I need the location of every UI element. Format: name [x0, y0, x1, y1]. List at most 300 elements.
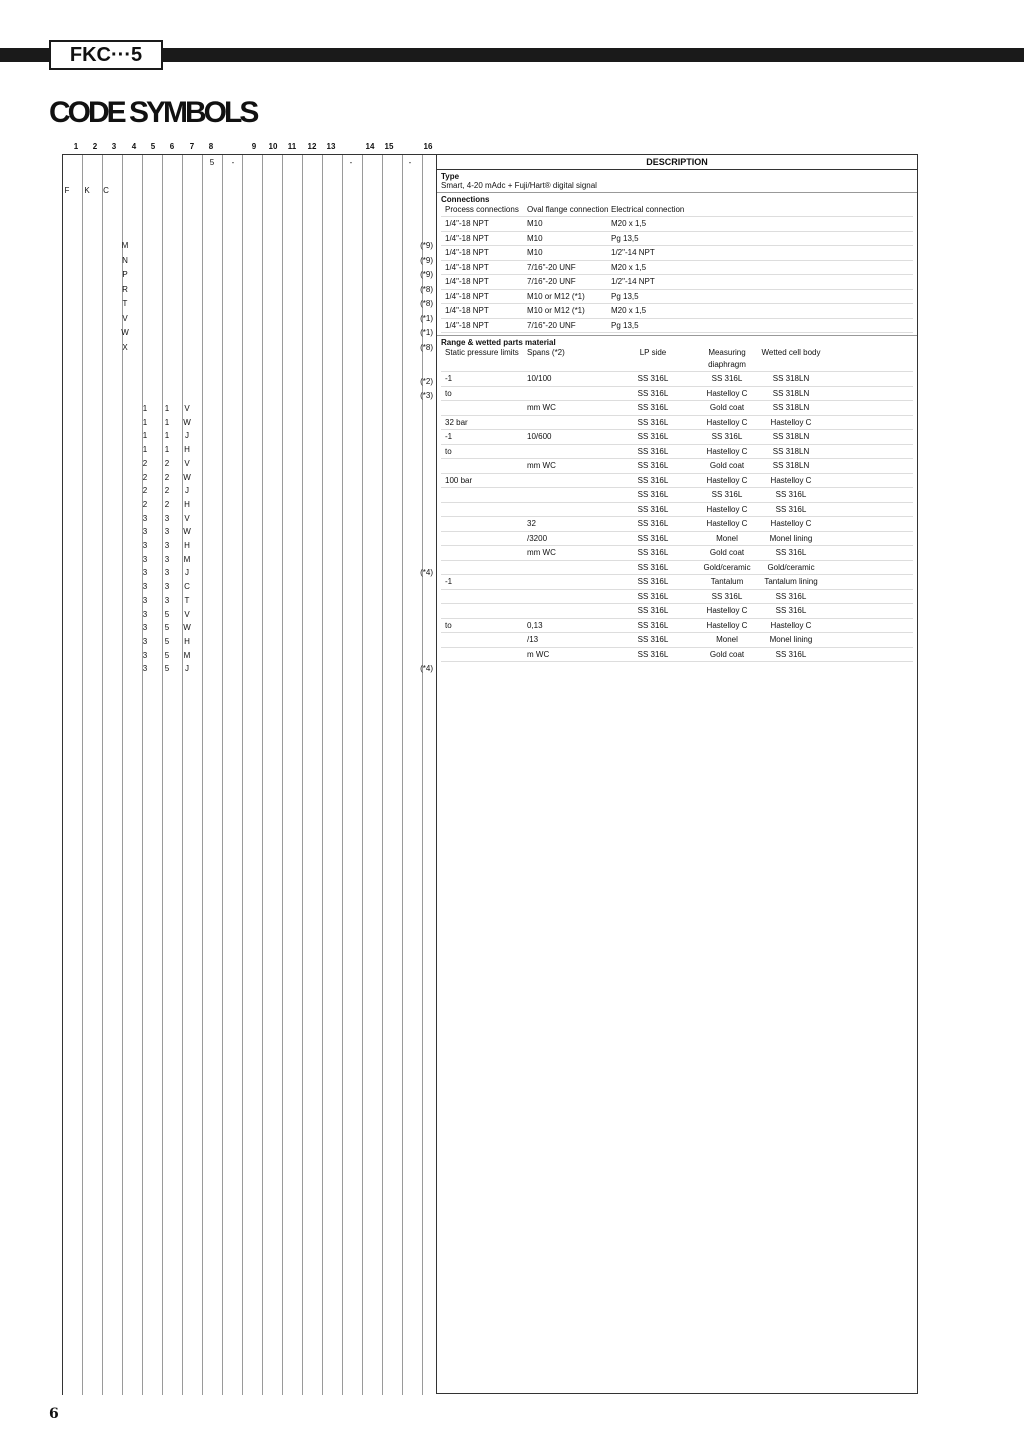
wetted-material: Hastelloy C — [770, 475, 812, 485]
static-pressure — [441, 604, 527, 618]
column-number: 10 — [268, 142, 278, 151]
code-cell: 1 — [142, 431, 148, 441]
span — [527, 474, 611, 488]
span: mm WC — [527, 548, 556, 557]
diaphragm-material: SS 316L — [711, 432, 743, 441]
range-row — [441, 430, 913, 445]
span — [527, 590, 611, 604]
process-connection: 1/4"-18 NPT — [445, 248, 489, 257]
wetted-material: SS 318LN — [772, 446, 810, 456]
column-number: 16 — [423, 142, 433, 151]
wetted-material: SS 316L — [775, 548, 807, 557]
code-row — [63, 254, 437, 268]
static-pressure — [441, 459, 527, 473]
code-cell: 3 — [164, 595, 170, 605]
electrical-connection: Pg 13,5 — [611, 291, 639, 301]
diaphragm-material: SS 316L — [711, 591, 743, 601]
code-row — [63, 389, 437, 403]
process-connection: 1/4"-18 NPT — [445, 306, 489, 315]
header-wetted: Wetted cell body — [761, 348, 821, 357]
wetted-material: SS 316L — [775, 504, 807, 514]
code-cell: W — [183, 417, 191, 427]
code-cell: T — [122, 299, 128, 308]
wetted-material: Monel lining — [769, 635, 813, 644]
diaphragm-material: Hastelloy C — [706, 446, 748, 456]
description-column — [436, 154, 918, 1394]
process-connection: 1/4"-18 NPT — [445, 291, 489, 301]
column-number-row — [62, 142, 918, 154]
column-number: 15 — [384, 142, 394, 151]
diaphragm-material: Hastelloy C — [706, 504, 748, 514]
code-row — [63, 429, 437, 443]
span: /3200 — [527, 533, 548, 543]
code-cell: R — [122, 284, 128, 294]
connections-label: Connections — [441, 195, 490, 204]
range-row — [441, 575, 913, 590]
diaphragm-material: Tantalum — [710, 577, 744, 586]
connection-row — [441, 232, 913, 247]
process-connection: 1/4"-18 NPT — [445, 320, 489, 330]
code-row — [63, 525, 437, 539]
wetted-material: Hastelloy C — [770, 417, 812, 427]
lp-side-material: SS 316L — [637, 548, 669, 557]
lp-side-material: SS 316L — [637, 403, 669, 412]
static-pressure — [441, 517, 527, 531]
type-label: Type — [441, 172, 460, 181]
wetted-material: Tantalum lining — [764, 577, 818, 586]
range-row — [441, 372, 913, 387]
code-cell: 3 — [164, 513, 170, 523]
column-number: 8 — [208, 142, 214, 151]
static-pressure — [441, 561, 527, 575]
wetted-material: Gold/ceramic — [767, 562, 815, 572]
lp-side-material: SS 316L — [637, 446, 669, 456]
code-row — [63, 443, 437, 457]
connection-row — [441, 275, 913, 290]
code-cell: 1 — [164, 417, 170, 427]
code-cell: P — [122, 270, 128, 279]
static-pressure: 32 bar — [445, 417, 468, 427]
code-cell: J — [185, 431, 189, 441]
lp-side-material: SS 316L — [637, 533, 669, 543]
range-header-row — [441, 347, 913, 372]
diaphragm-material: Hastelloy C — [706, 519, 748, 528]
footnote-ref: (*1) — [420, 313, 433, 323]
oval-flange: 7/16"-20 UNF — [527, 277, 576, 286]
code-cell: 5 — [164, 664, 170, 674]
code-cell: 3 — [142, 609, 148, 619]
span — [527, 416, 611, 430]
column-number: 12 — [307, 142, 317, 151]
code-grid — [62, 154, 437, 1395]
static-pressure: -1 — [445, 432, 453, 441]
code-row — [63, 184, 437, 198]
electrical-connection: M20 x 1,5 — [611, 262, 647, 272]
range-row — [441, 488, 913, 503]
code-cell: 3 — [142, 568, 148, 578]
code-cell: T — [184, 595, 190, 605]
range-row — [441, 619, 913, 634]
range-rows — [441, 372, 913, 662]
code-row — [63, 402, 437, 416]
connection-row — [441, 319, 913, 334]
lp-side-material: SS 316L — [637, 591, 669, 601]
static-pressure: -1 — [445, 374, 453, 383]
code-cell: N — [122, 255, 128, 265]
column-number: 6 — [169, 142, 175, 151]
code-row — [63, 268, 437, 282]
footnote-ref: (*3) — [420, 391, 433, 400]
column-number: 4 — [131, 142, 137, 151]
code-row — [63, 416, 437, 430]
code-row — [63, 566, 437, 580]
column-number: 2 — [92, 142, 98, 151]
lp-side-material: SS 316L — [637, 504, 669, 514]
code-cell: 3 — [164, 582, 170, 592]
column-number: 13 — [326, 142, 336, 151]
diaphragm-material: Gold coat — [709, 649, 745, 659]
diaphragm-material: Gold coat — [709, 548, 745, 557]
column-number: 11 — [287, 142, 297, 151]
type-section — [437, 170, 917, 193]
electrical-connection: 1/2"-14 NPT — [611, 277, 655, 286]
code-cell: H — [184, 445, 190, 455]
code-cell: 1 — [142, 417, 148, 427]
code-cell: 3 — [164, 527, 170, 537]
process-connection: 1/4"-18 NPT — [445, 277, 489, 286]
code-cell: 5 — [164, 623, 170, 633]
wetted-material: Hastelloy C — [770, 519, 812, 528]
lp-side-material: SS 316L — [637, 388, 669, 398]
oval-flange: 7/16"-20 UNF — [527, 262, 576, 272]
span — [527, 561, 611, 575]
wetted-material: SS 318LN — [772, 388, 810, 398]
code-row — [63, 498, 437, 512]
code-cell: M — [121, 241, 129, 250]
code-row — [63, 297, 437, 311]
range-row — [441, 474, 913, 489]
code-cell: H — [184, 636, 190, 646]
wetted-material: SS 318LN — [772, 374, 810, 383]
code-cell: V — [184, 458, 190, 468]
code-cell: - — [231, 158, 235, 167]
lp-side-material: SS 316L — [637, 519, 669, 528]
code-row — [63, 484, 437, 498]
code-cell: 2 — [142, 458, 148, 468]
description-heading: DESCRIPTION — [437, 155, 917, 170]
electrical-connection: M20 x 1,5 — [611, 219, 647, 228]
code-cell: J — [185, 568, 189, 578]
header-static: Static pressure limits — [445, 348, 519, 357]
code-cell: V — [122, 313, 128, 323]
span — [527, 488, 611, 502]
lp-side-material: SS 316L — [637, 374, 669, 383]
range-row — [441, 532, 913, 547]
code-cell: 3 — [142, 650, 148, 660]
code-cell: M — [183, 650, 191, 660]
process-connection: 1/4"-18 NPT — [445, 219, 489, 228]
diaphragm-material: Hastelloy C — [706, 475, 748, 485]
diaphragm-material: Hastelloy C — [706, 620, 748, 630]
span: /13 — [527, 635, 539, 644]
lp-side-material: SS 316L — [637, 562, 669, 572]
range-row — [441, 648, 913, 663]
oval-flange: M10 or M12 (*1) — [527, 291, 585, 301]
code-cell: 1 — [164, 404, 170, 413]
column-number: 14 — [365, 142, 375, 151]
span: mm WC — [527, 403, 556, 412]
code-cell: - — [349, 158, 353, 167]
span — [527, 503, 611, 517]
code-cell: 3 — [142, 554, 148, 564]
code-cell: 3 — [164, 568, 170, 578]
code-row — [63, 635, 437, 649]
static-pressure: to — [445, 620, 452, 630]
code-row — [63, 594, 437, 608]
code-cell: 1 — [142, 445, 148, 455]
connections-section — [437, 193, 917, 336]
span — [527, 387, 611, 401]
static-pressure — [441, 503, 527, 517]
code-row — [63, 621, 437, 635]
electrical-connection: Pg 13,5 — [611, 320, 639, 330]
connection-row — [441, 261, 913, 276]
code-cell: 3 — [142, 623, 148, 633]
wetted-material: SS 316L — [775, 649, 807, 659]
range-row — [441, 590, 913, 605]
code-row — [63, 512, 437, 526]
code-cell: 3 — [164, 541, 170, 550]
footnote-ref: (*4) — [420, 568, 433, 578]
oval-flange: M10 — [527, 248, 543, 257]
code-cell: W — [183, 527, 191, 537]
code-row — [63, 649, 437, 663]
footnote-ref: (*1) — [420, 328, 433, 337]
code-cell: W — [183, 472, 191, 482]
lp-side-material: SS 316L — [637, 432, 669, 441]
connection-row — [441, 217, 913, 232]
diaphragm-material: Hastelloy C — [706, 606, 748, 615]
span: 32 — [527, 519, 536, 528]
column-number: 9 — [251, 142, 257, 151]
wetted-material: Monel lining — [769, 533, 813, 543]
code-row — [63, 239, 437, 253]
lp-side-material: SS 316L — [637, 620, 669, 630]
footnote-ref: (*9) — [420, 255, 433, 265]
range-label: Range & wetted parts material — [441, 338, 556, 347]
code-cell: 2 — [164, 458, 170, 468]
wetted-material: SS 316L — [775, 490, 807, 499]
header-diaphragm: Measuring diaphragm — [708, 348, 746, 369]
code-cell: 3 — [142, 664, 148, 674]
code-row — [63, 580, 437, 594]
oval-flange: M10 or M12 (*1) — [527, 306, 585, 315]
code-row — [63, 326, 437, 340]
span: m WC — [527, 649, 550, 659]
code-cell: V — [184, 404, 190, 413]
header-flange: Oval flange connection — [527, 205, 609, 214]
code-cell: 3 — [142, 595, 148, 605]
code-cell: J — [185, 486, 189, 496]
column-number: 1 — [73, 142, 79, 151]
type-text: Smart, 4-20 mAdc + Fuji/Hart® digital signal — [441, 181, 597, 190]
static-pressure — [441, 546, 527, 560]
diaphragm-material: SS 316L — [711, 490, 743, 499]
wetted-material: Hastelloy C — [770, 620, 812, 630]
code-row — [63, 662, 437, 676]
code-row — [63, 471, 437, 485]
code-row — [63, 341, 437, 355]
electrical-connection: Pg 13,5 — [611, 233, 639, 243]
range-row — [441, 604, 913, 619]
lp-side-material: SS 316L — [637, 649, 669, 659]
code-cell: 3 — [142, 527, 148, 537]
diaphragm-material: Gold/ceramic — [703, 562, 751, 572]
code-cell: 5 — [164, 636, 170, 646]
code-cell: 3 — [142, 541, 148, 550]
range-row — [441, 503, 913, 518]
code-cell: 2 — [164, 486, 170, 496]
code-cell: W — [183, 623, 191, 633]
code-cell: 1 — [164, 431, 170, 441]
header-electrical: Electrical connection — [611, 205, 685, 214]
static-pressure — [441, 590, 527, 604]
code-cell: 2 — [164, 499, 170, 509]
range-row — [441, 459, 913, 474]
model-tag: FKC···5 — [49, 40, 163, 70]
footnote-ref: (*8) — [420, 284, 433, 294]
code-row — [63, 283, 437, 297]
connection-row — [441, 304, 913, 319]
code-cell: J — [185, 664, 189, 674]
code-row — [63, 312, 437, 326]
static-pressure — [441, 648, 527, 662]
lp-side-material: SS 316L — [637, 577, 669, 586]
electrical-connection: 1/2"-14 NPT — [611, 248, 655, 257]
diaphragm-material: Monel — [716, 533, 738, 543]
span: 10/100 — [527, 374, 552, 383]
code-cell: X — [122, 342, 128, 352]
page-number: 6 — [49, 1406, 59, 1422]
connection-row — [441, 290, 913, 305]
lp-side-material: SS 316L — [637, 490, 669, 499]
range-section — [437, 336, 917, 664]
wetted-material: SS 316L — [775, 606, 807, 615]
span — [527, 445, 611, 459]
code-cell: H — [184, 541, 190, 550]
span — [527, 575, 611, 589]
code-row — [63, 375, 437, 389]
code-cell: C — [184, 582, 190, 592]
oval-flange: 7/16"-20 UNF — [527, 320, 576, 330]
range-row — [441, 416, 913, 431]
wetted-material: SS 318LN — [772, 432, 810, 441]
code-row — [63, 156, 437, 170]
lp-side-material: SS 316L — [637, 606, 669, 615]
range-row — [441, 561, 913, 576]
static-pressure — [441, 633, 527, 647]
span: mm WC — [527, 461, 556, 470]
header-lp: LP side — [639, 348, 667, 357]
static-pressure: to — [445, 388, 452, 398]
range-row — [441, 401, 913, 416]
code-cell: 3 — [164, 554, 170, 564]
code-row — [63, 608, 437, 622]
code-cell: V — [184, 513, 190, 523]
static-pressure — [441, 401, 527, 415]
footnote-ref: (*8) — [420, 299, 433, 308]
code-cell: - — [408, 158, 412, 167]
code-row — [63, 553, 437, 567]
footnote-ref: (*9) — [420, 241, 433, 250]
code-cell: K — [84, 186, 90, 195]
oval-flange: M10 — [527, 233, 543, 243]
code-cell: M — [183, 554, 191, 564]
code-cell: 2 — [142, 486, 148, 496]
diaphragm-material: Gold coat — [709, 403, 745, 412]
code-cell: 3 — [142, 582, 148, 592]
footnote-ref: (*9) — [420, 270, 433, 279]
lp-side-material: SS 316L — [637, 417, 669, 427]
lp-side-material: SS 316L — [637, 475, 669, 485]
process-connection: 1/4"-18 NPT — [445, 262, 489, 272]
static-pressure — [441, 532, 527, 546]
static-pressure: to — [445, 446, 452, 456]
wetted-material: SS 318LN — [772, 403, 810, 412]
range-row — [441, 387, 913, 402]
column-number: 3 — [111, 142, 117, 151]
range-row — [441, 445, 913, 460]
connections-rows — [441, 217, 913, 333]
code-cell: 2 — [164, 472, 170, 482]
code-row — [63, 539, 437, 553]
diaphragm-material: SS 316L — [711, 374, 743, 383]
electrical-connection: M20 x 1,5 — [611, 306, 647, 315]
header-spans: Spans (*2) — [527, 348, 565, 357]
wetted-material: SS 318LN — [772, 461, 810, 470]
span: 10/600 — [527, 432, 552, 441]
footnote-ref: (*8) — [420, 342, 433, 352]
code-cell: 1 — [164, 445, 170, 455]
code-cell: 1 — [142, 404, 148, 413]
diaphragm-material: Hastelloy C — [706, 417, 748, 427]
column-number: 5 — [150, 142, 156, 151]
footnote-ref: (*2) — [420, 377, 433, 386]
code-cell: 5 — [164, 609, 170, 619]
range-row — [441, 546, 913, 561]
code-cell: F — [64, 186, 70, 195]
code-cell: H — [184, 499, 190, 509]
column-number: 7 — [189, 142, 195, 151]
static-pressure — [441, 488, 527, 502]
connection-row — [441, 246, 913, 261]
static-pressure: 100 bar — [445, 475, 473, 485]
code-cell: 5 — [164, 650, 170, 660]
diaphragm-material: Gold coat — [709, 461, 745, 470]
process-connection: 1/4"-18 NPT — [445, 233, 489, 243]
range-row — [441, 633, 913, 648]
span: 0,13 — [527, 620, 543, 630]
code-cell: 2 — [142, 499, 148, 509]
diaphragm-material: Hastelloy C — [706, 388, 748, 398]
page-title: CODE SYMBOLS — [49, 96, 257, 129]
code-cell: 5 — [209, 158, 215, 167]
oval-flange: M10 — [527, 219, 543, 228]
static-pressure: -1 — [445, 577, 453, 586]
header-process: Process connections — [445, 205, 519, 214]
lp-side-material: SS 316L — [637, 461, 669, 470]
connections-header-row — [441, 204, 913, 217]
